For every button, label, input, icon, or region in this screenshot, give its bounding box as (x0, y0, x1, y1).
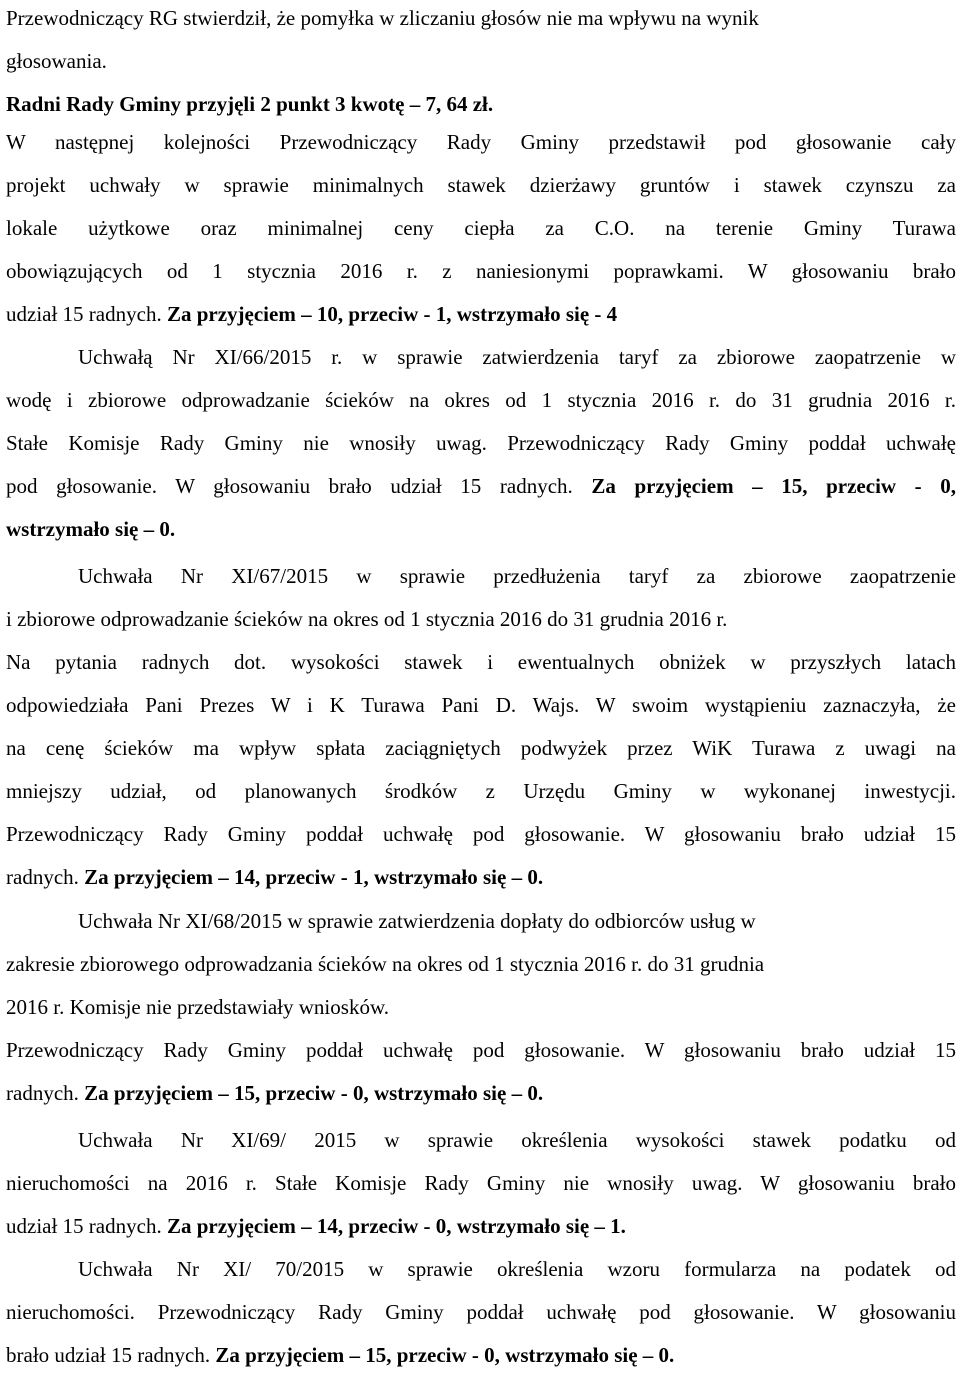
text-line (6, 1340, 956, 1370)
text-run: Przewodniczący Rady Gminy poddał uchwałę pod głosowanie. W głosowaniu brało udział 15 (6, 822, 956, 846)
text-line (6, 471, 956, 501)
text-line (6, 733, 956, 763)
text-run: udział 15 radnych. (6, 302, 167, 326)
text-line (6, 299, 956, 329)
text-run: na cenę ścieków ma wpływ spłata zaciągniętych podwyżek przez WiK Turawa z uwagi na (6, 736, 956, 760)
text-run: radnych. (6, 1081, 85, 1105)
text-line (6, 604, 956, 634)
text-run: Przewodniczący RG stwierdził, że pomyłka w zliczaniu głosów nie ma wpływu na wynik (6, 6, 759, 30)
text-line (6, 862, 956, 892)
text-line (78, 906, 956, 936)
text-line (6, 1035, 956, 1065)
text-run: mniejszy udział, od planowanych środków z Urzędu Gminy w wykonanej inwestycji. (6, 779, 956, 803)
text-run: pod głosowanie. W głosowaniu brało udział 15 radnych. (6, 474, 592, 498)
vote-result: Za przyjęciem – 14, przeciw - 1, wstrzymało się – 0. (84, 865, 544, 889)
text-run: i zbiorowe odprowadzanie ścieków na okres od 1 stycznia 2016 do 31 grudnia 2016 r. (6, 607, 728, 631)
text-line (6, 385, 956, 415)
vote-result: Za przyjęciem – 15, przeciw - 0, wstrzymało się – 0. (84, 1081, 544, 1105)
vote-result: Za przyjęciem – 10, przeciw - 1, wstrzymało się - 4 (166, 302, 618, 326)
text-run: nieruchomości. Przewodniczący Rady Gminy poddał uchwałę pod głosowanie. W głosowaniu (6, 1300, 956, 1324)
text-line (6, 46, 956, 76)
text-run: Uchwała Nr XI/68/2015 w sprawie zatwierdzenia dopłaty do odbiorców usług w (78, 909, 756, 933)
text-run: odpowiedziała Pani Prezes W i K Turawa Pani D. Wajs. W swoim wystąpieniu zaznaczyła, że (6, 693, 956, 717)
text-line (78, 342, 956, 372)
text-line (6, 170, 956, 200)
text-run: udział 15 radnych. (6, 1214, 167, 1238)
text-run: głosowania. (6, 49, 107, 73)
text-line (78, 1125, 956, 1155)
text-run: Uchwałą Nr XI/66/2015 r. w sprawie zatwierdzenia taryf za zbiorowe zaopatrzenie w (78, 345, 956, 369)
text-run: Stałe Komisje Rady Gminy nie wnosiły uwag. Przewodniczący Rady Gminy poddał uchwałę (6, 431, 956, 455)
text-run: Uchwała Nr XI/67/2015 w sprawie przedłużenia taryf za zbiorowe zaopatrzenie (78, 564, 956, 588)
text-run: Przewodniczący Rady Gminy poddał uchwałę pod głosowanie. W głosowaniu brało udział 15 (6, 1038, 956, 1062)
text-line (6, 819, 956, 849)
text-run: nieruchomości na 2016 r. Stałe Komisje Rady Gminy nie wnosiły uwag. W głosowaniu brało (6, 1171, 956, 1195)
text-run: lokale użytkowe oraz minimalnej ceny ciepła za C.O. na terenie Gminy Turawa (6, 216, 956, 240)
text-line (6, 776, 956, 806)
text-run: Na pytania radnych dot. wysokości stawek i ewentualnych obniżek w przyszłych latach (6, 650, 956, 674)
text-line (6, 949, 956, 979)
text-run: zakresie zbiorowego odprowadzania ścieków na okres od 1 stycznia 2016 r. do 31 grudnia (6, 952, 765, 976)
text-line (78, 561, 956, 591)
text-line (6, 647, 956, 677)
text-line (6, 1168, 956, 1198)
text-line (6, 428, 956, 458)
text-run: 2016 r. Komisje nie przedstawiały wniosków. (6, 995, 389, 1019)
text-line (6, 1211, 956, 1241)
vote-result: Za przyjęciem – 14, przeciw - 0, wstrzymało się – 1. (166, 1214, 626, 1238)
text-line (78, 1254, 956, 1284)
text-run: radnych. (6, 865, 85, 889)
text-line (6, 992, 956, 1022)
vote-result: Za przyjęciem – 15, przeciw - 0, (591, 474, 956, 498)
text-line (6, 1078, 956, 1108)
text-run: Uchwała Nr XI/ 70/2015 w sprawie określenia wzoru formularza na podatek od (78, 1257, 956, 1281)
text-line (6, 213, 956, 243)
text-line (6, 3, 956, 33)
text-line (6, 89, 956, 119)
vote-result: Za przyjęciem – 15, przeciw - 0, wstrzymało się – 0. (215, 1343, 675, 1367)
bold-run: Radni Rady Gminy przyjęli 2 punkt 3 kwotę – 7, 64 zł. (6, 92, 494, 116)
vote-result: wstrzymało się – 0. (6, 517, 176, 541)
text-run: obowiązujących od 1 stycznia 2016 r. z naniesionymi poprawkami. W głosowaniu brało (6, 259, 956, 283)
text-run: Uchwała Nr XI/69/ 2015 w sprawie określenia wysokości stawek podatku od (78, 1128, 956, 1152)
text-run: projekt uchwały w sprawie minimalnych stawek dzierżawy gruntów i stawek czynszu za (6, 173, 956, 197)
text-run: brało udział 15 radnych. (6, 1343, 216, 1367)
text-line (6, 127, 956, 157)
text-run: W następnej kolejności Przewodniczący Rady Gminy przedstawił pod głosowanie cały (6, 130, 956, 154)
text-line (6, 690, 956, 720)
text-line (6, 256, 956, 286)
text-line (6, 1297, 956, 1327)
text-run: wodę i zbiorowe odprowadzanie ścieków na okres od 1 stycznia 2016 r. do 31 grudnia 2016 r. (6, 388, 956, 412)
text-line (6, 514, 956, 544)
